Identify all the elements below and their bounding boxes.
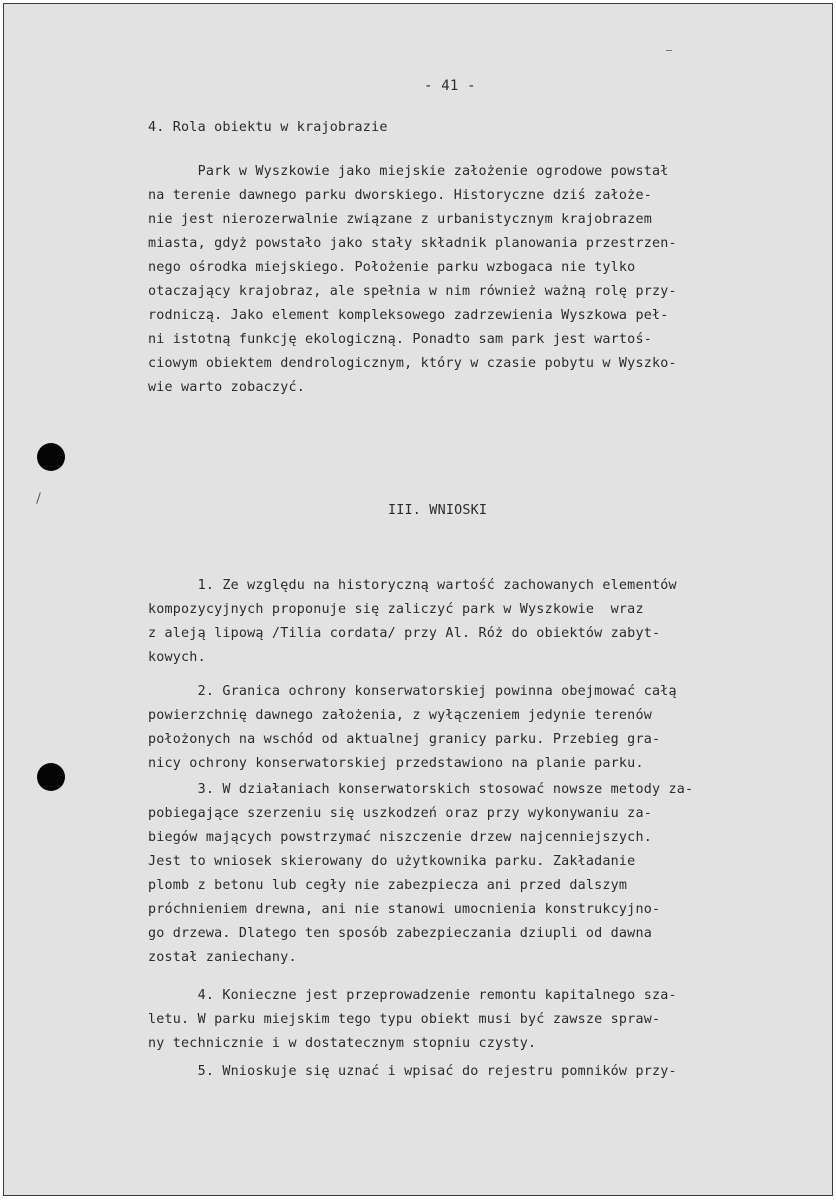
binder-hole [37,443,65,471]
paragraph-line: wie warto zobaczyć. [148,380,305,395]
chapter-heading: III. WNIOSKI [388,503,488,518]
conclusion-line: kompozycyjnych proponuje się zaliczyć park w Wyszkowie wraz [148,602,644,617]
conclusion-line: 5. Wnioskuje się uznać i wpisać do rejestru pomników przy- [148,1064,677,1079]
conclusion-line: został zaniechany. [148,950,297,965]
paragraph-line: na terenie dawnego parku dworskiego. Historyczne dziś założe- [148,188,652,203]
paragraph-line: Park w Wyszkowie jako miejskie założenie ogrodowe powstał [148,164,669,179]
conclusion-line: 1. Ze względu na historyczną wartość zachowanych elementów [148,578,677,593]
paragraph-line: otaczający krajobraz, ale spełnia w nim również ważną rolę przy- [148,284,677,299]
paragraph-line: ciowym obiektem dendrologicznym, który w czasie pobytu w Wyszko- [148,356,677,371]
conclusion-line: 3. W działaniach konserwatorskich stosować nowsze metody za- [148,782,694,797]
page-number: - 41 - [424,78,476,94]
section-heading: 4. Rola obiektu w krajobrazie [148,120,388,135]
conclusion-line: 2. Granica ochrony konserwatorskiej powinna obejmować całą [148,684,677,699]
pencil-mark [36,492,41,504]
paragraph-line: rodniczą. Jako element kompleksowego zadrzewienia Wyszkowa peł- [148,308,669,323]
conclusion-line: Jest to wniosek skierowany do użytkownika parku. Zakładanie [148,854,636,869]
conclusion-line: próchnieniem drewna, ani nie stanowi umocnienia konstrukcyjno- [148,902,661,917]
conclusion-line: plomb z betonu lub cegły nie zabezpiecza ani przed dalszym [148,878,628,893]
typewritten-page [3,3,833,1196]
paragraph-line: nego ośrodka miejskiego. Położenie parku wzbogaca nie tylko [148,260,636,275]
conclusion-line: pobiegające szerzeniu się uszkodzeń oraz przy wykonywaniu za- [148,806,652,821]
conclusion-line: biegów mających powstrzymać niszczenie drzew najcenniejszych. [148,830,652,845]
conclusion-line: z aleją lipową /Tilia cordata/ przy Al. Róż do obiektów zabyt- [148,626,661,641]
conclusion-line: go drzewa. Dlatego ten sposób zabezpieczania dziupli od dawna [148,926,652,941]
conclusion-line: letu. W parku miejskim tego typu obiekt musi być zawsze spraw- [148,1012,661,1027]
paragraph-line: miasta, gdyż powstało jako stały składnik planowania przestrzen- [148,236,677,251]
conclusion-line: 4. Konieczne jest przeprowadzenie remontu kapitalnego sza- [148,988,677,1003]
conclusion-line: powierzchnię dawnego założenia, z wyłączeniem jedynie terenów [148,708,652,723]
conclusion-line: położonych na wschód od aktualnej granicy parku. Przebieg gra- [148,732,661,747]
conclusion-line: nicy ochrony konserwatorskiej przedstawiono na planie parku. [148,756,644,771]
conclusion-line: kowych. [148,650,206,665]
binder-hole [37,763,65,791]
paragraph-line: nie jest nierozerwalnie związane z urbanistycznym krajobrazem [148,212,652,227]
pencil-mark [666,50,672,51]
conclusion-line: ny technicznie i w dostatecznym stopniu czysty. [148,1036,537,1051]
paragraph-line: ni istotną funkcję ekologiczną. Ponadto sam park jest wartoś- [148,332,652,347]
